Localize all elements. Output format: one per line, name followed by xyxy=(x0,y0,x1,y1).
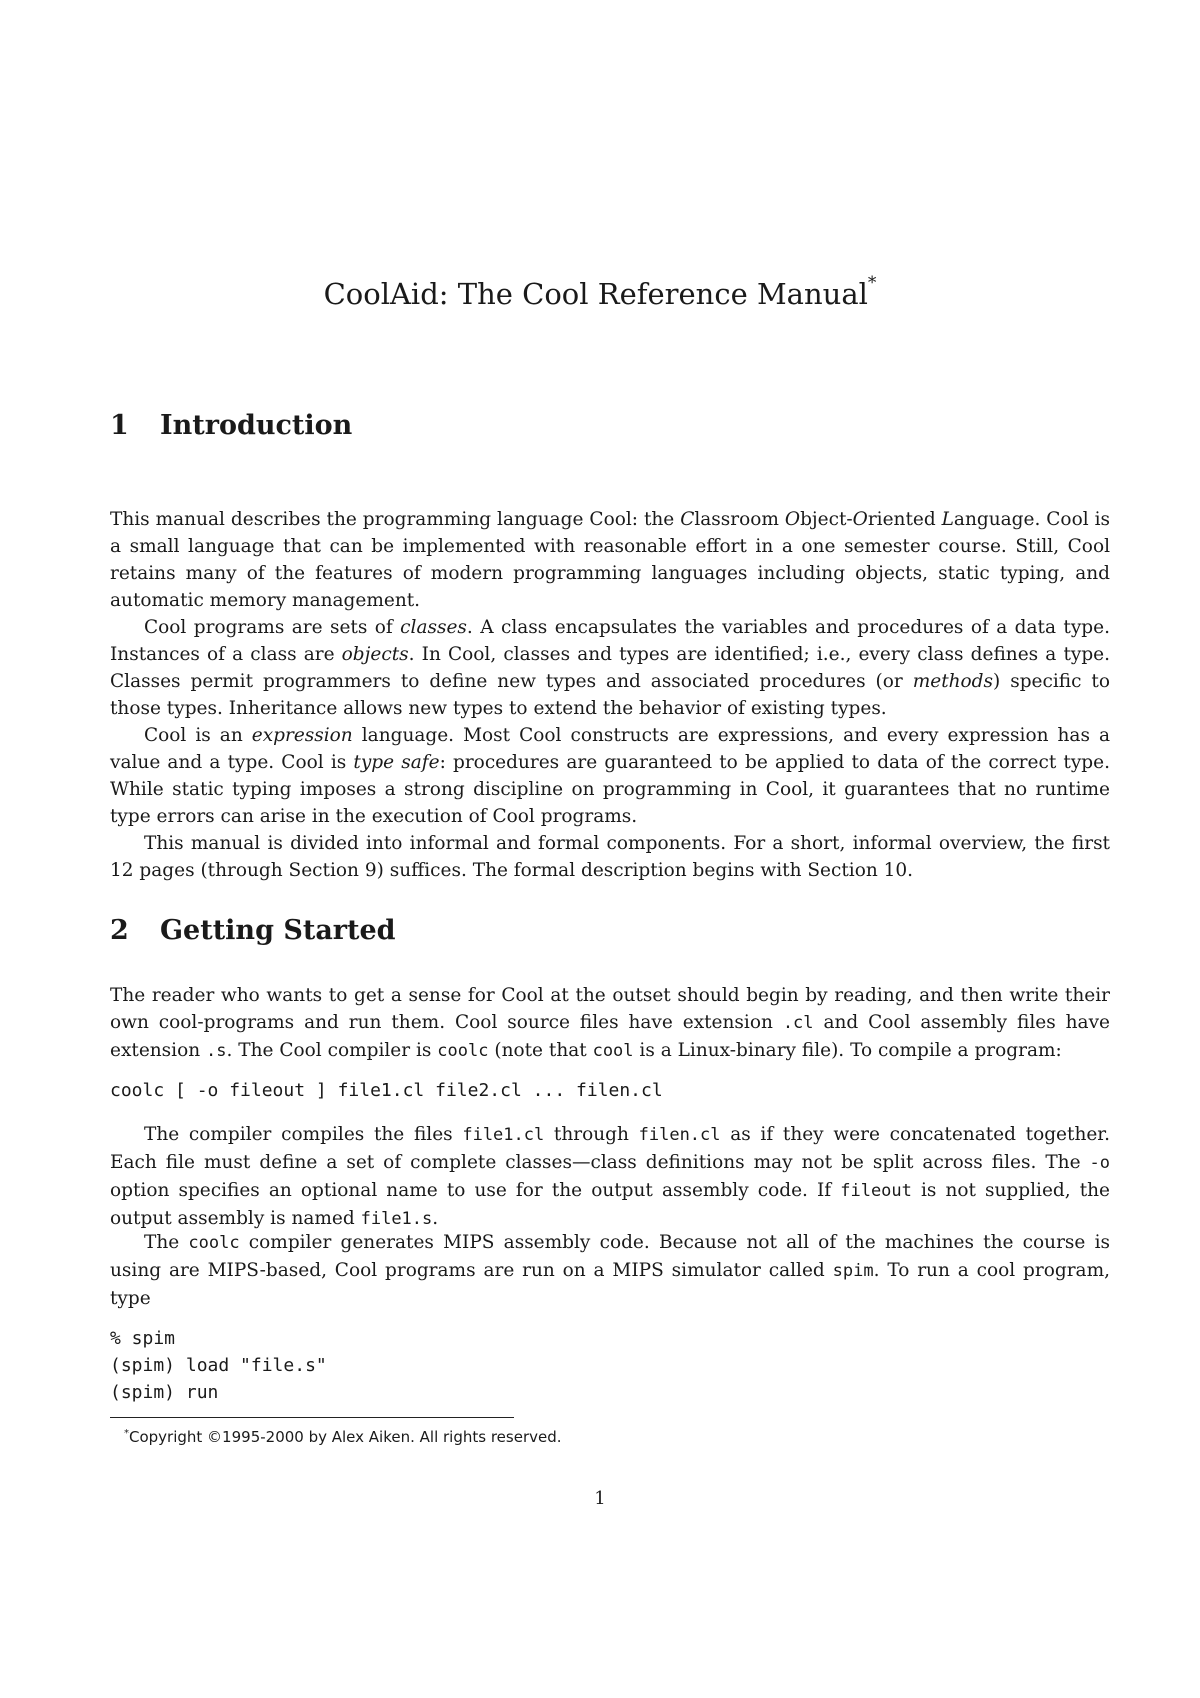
text-run: The xyxy=(144,1232,189,1253)
text-run: as if they were concatenated together. Each file must define a set of complete classes—class definitions may not be split across files. The xyxy=(110,1124,1110,1173)
text-run: C xyxy=(680,509,695,530)
inline-code: cool xyxy=(592,1041,634,1061)
text-run: (note that xyxy=(488,1040,593,1061)
text-run: bject- xyxy=(800,509,853,530)
section-number: 1 xyxy=(110,410,129,441)
text-run: ) specific to those types. Inheritance allows new types to extend the behavior of existing types. xyxy=(110,671,1110,719)
inline-code: coolc xyxy=(437,1041,489,1061)
text-run: . In Cool, classes and types are identified; i.e., every class defines a type. Classes permit programmers to define new types and associated procedures (or xyxy=(110,644,1110,692)
text-run: . To run a cool program, type xyxy=(110,1260,1110,1309)
inline-code: .cl xyxy=(782,1013,814,1033)
text-run: compiler generates MIPS assembly code. Because not all of the machines the course is using are MIPS-based, Cool programs are run on a MIPS simulator called xyxy=(110,1232,1110,1281)
intro-paragraph-3 xyxy=(110,722,1110,830)
text-run: classes xyxy=(400,617,467,638)
footnote-text: Copyright ©1995-2000 by Alex Aiken. All rights reserved. xyxy=(129,1428,562,1446)
section-heading-introduction xyxy=(110,410,352,441)
text-run: The reader who wants to get a sense for Cool at the outset should begin by reading, and then write their own cool-programs and run them. Cool source files have extension xyxy=(110,985,1110,1033)
inline-code: spim xyxy=(832,1261,874,1281)
footnote-divider xyxy=(110,1417,514,1418)
spim-line: % spim xyxy=(110,1328,176,1349)
inline-code: file1.cl xyxy=(462,1125,545,1145)
title-text: CoolAid: The Cool Reference Manual xyxy=(323,277,868,312)
text-run: O xyxy=(784,509,801,530)
inline-code: -o xyxy=(1089,1153,1110,1173)
inline-code: file1.s xyxy=(360,1209,433,1229)
text-run: expression xyxy=(251,725,353,746)
spim-line: (spim) load "file.s" xyxy=(110,1355,327,1376)
document-title xyxy=(0,273,1200,312)
text-run: : procedures are guaranteed to be applied to data of the correct type. While static typing imposes a strong discipline on programming in Cool, it guarantees that no runtime type errors can arise in the execution of Cool programs. xyxy=(110,752,1110,827)
text-run: and Cool assembly files have extension xyxy=(110,1012,1110,1061)
text-run: objects xyxy=(341,644,409,665)
footnote-marker: * xyxy=(124,1428,129,1439)
section-heading-getting-started xyxy=(110,915,396,946)
text-run: Cool is an xyxy=(144,725,252,746)
text-run: This manual describes the programming language Cool: the xyxy=(110,509,681,530)
footnote xyxy=(124,1428,562,1446)
text-run: is a Linux-binary file). To compile a program: xyxy=(633,1040,1062,1061)
text-run: O xyxy=(852,509,868,530)
text-run: is not supplied, the output assembly is named xyxy=(110,1180,1110,1229)
text-run: type safe xyxy=(353,752,440,773)
text-run: anguage. Cool is a small language that can be implemented with reasonable effort in a one semester course. Still, Cool retains many of the features of modern programming languages including objects, static typing, and automatic memory management. xyxy=(110,509,1110,611)
section-number: 2 xyxy=(110,915,129,946)
inline-code: .s xyxy=(206,1041,227,1061)
text-run: lassroom xyxy=(694,509,785,530)
text-run: L xyxy=(941,509,954,530)
text-run: language. Most Cool constructs are expressions, and every expression has a value and a type. Cool is xyxy=(110,725,1110,773)
spim-line: (spim) run xyxy=(110,1382,219,1403)
inline-code: fileout xyxy=(840,1181,912,1201)
text-run: methods xyxy=(912,671,994,692)
text-run: . xyxy=(432,1208,439,1229)
getting-started-paragraph-3 xyxy=(110,1229,1110,1312)
text-run: option specifies an optional name to use for the output assembly code. If xyxy=(110,1180,841,1201)
page-number: 1 xyxy=(594,1488,606,1509)
intro-paragraph-2 xyxy=(110,614,1110,722)
text-run: The compiler compiles the files xyxy=(144,1124,463,1145)
text-run: . A class encapsulates the variables and procedures of a data type. Instances of a class are xyxy=(110,617,1110,665)
intro-paragraph-1 xyxy=(110,506,1110,614)
text-run: through xyxy=(544,1124,639,1145)
text-run: . The Cool compiler is xyxy=(226,1040,438,1061)
text-run: riented xyxy=(867,509,942,530)
text-run: Cool programs are sets of xyxy=(144,617,401,638)
compile-command: coolc [ -o fileout ] file1.cl file2.cl ... filen.cl xyxy=(110,1080,663,1101)
title-footnote-marker: * xyxy=(867,273,877,294)
inline-code: filen.cl xyxy=(638,1125,721,1145)
inline-code: coolc xyxy=(188,1233,240,1253)
getting-started-paragraph-2 xyxy=(110,1121,1110,1233)
getting-started-paragraph-1 xyxy=(110,982,1110,1065)
section-title: Introduction xyxy=(160,410,353,441)
section-title: Getting Started xyxy=(160,915,396,946)
intro-paragraph-4: This manual is divided into informal and formal components. For a short, informal overview, the first 12 pages (through Section 9) suffices. The formal description begins with Section 10. xyxy=(110,833,1110,881)
spim-session xyxy=(110,1325,327,1406)
